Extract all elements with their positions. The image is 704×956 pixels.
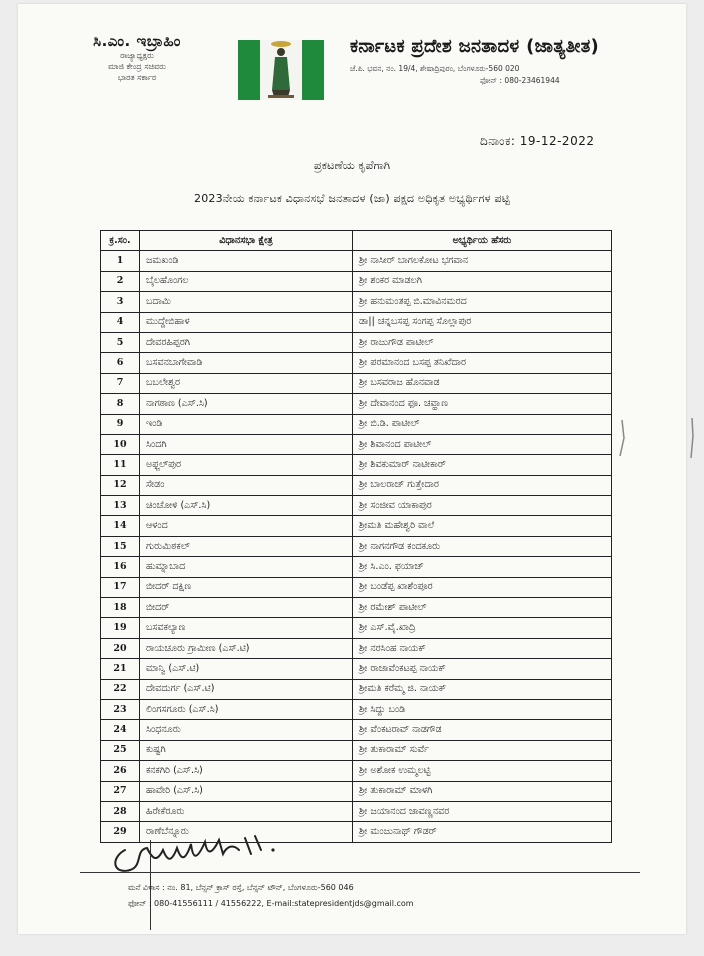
signature — [105, 820, 295, 880]
table-row — [101, 373, 612, 393]
constituency-cell: ಜಮಖಂಡಿ — [140, 251, 353, 271]
serial-cell: 23 — [101, 699, 140, 719]
constituency-cell: ಸಿಂದಗಿ — [140, 434, 353, 454]
constituency-cell: ಹಿರೇಕೆರೂರು — [140, 801, 353, 821]
candidate-cell: ಶ್ರೀ ಬಾಲರಾಜ್ ಗುತ್ತೇದಾರ — [353, 475, 612, 495]
candidate-cell: ಶ್ರೀ ಅಶೋಕ ಉಮ್ಮಲಟ್ಟಿ — [353, 761, 612, 781]
serial-cell: 12 — [101, 475, 140, 495]
table-row — [101, 394, 612, 414]
constituency-cell: ಮುದ್ದೇಬಿಹಾಳ — [140, 312, 353, 332]
candidate-cell: ಶ್ರೀಮತಿ ಕರೆಮ್ಮ ಜಿ. ನಾಯಕ್ — [353, 679, 612, 699]
serial-cell: 16 — [101, 557, 140, 577]
candidate-cell: ಡಾ|| ಚನ್ನಬಸಪ್ಪ ಸಂಗಪ್ಪ ಸೊಲ್ಲಾಪುರ — [353, 312, 612, 332]
president-designation: ಮಾಜಿ ಕೇಂದ್ರ ಸಚಿವರು — [108, 62, 166, 71]
footer-address: ಮನೆ ವಿಳಾಸ : ನಂ. 81, ಬೆನ್ಸನ್ ಕ್ರಾಸ್ ರಸ್ತೆ, ಬೆನ್ಸನ್ ಟೌನ್, ಬೆಂಗಳೂರು-560 046 — [128, 883, 354, 892]
header-constituency: ವಿಧಾನಸಭಾ ಕ್ಷೇತ್ರ — [140, 231, 353, 251]
serial-cell: 24 — [101, 720, 140, 740]
constituency-cell: ಸಿಂಧನೂರು — [140, 720, 353, 740]
list-heading: 2023ನೇಯ ಕರ್ನಾಟಕ ವಿಧಾನಸಭೆ ಜನತಾದಳ (ಜಾ) ಪಕ್ಷದ ಅಧಿಕೃತ ಅಭ್ಯರ್ಥಿಗಳ ಪಟ್ಟಿ — [194, 192, 510, 205]
table-row — [101, 679, 612, 699]
party-logo — [238, 40, 324, 100]
serial-cell: 1 — [101, 251, 140, 271]
constituency-cell: ಸೇಡಂ — [140, 475, 353, 495]
constituency-cell: ಮಾನ್ವಿ (ಎಸ್.ಟಿ) — [140, 659, 353, 679]
candidate-cell: ಶ್ರೀ ಸಿದ್ದು ಬಂಡಿ — [353, 699, 612, 719]
table-row — [101, 638, 612, 658]
table-row — [101, 781, 612, 801]
table-row — [101, 434, 612, 454]
letterhead-left — [62, 32, 212, 83]
constituency-cell: ಚಿಂಚೋಳಿ (ಎಸ್.ಸಿ) — [140, 496, 353, 516]
scan-mark — [686, 418, 700, 458]
serial-cell: 27 — [101, 781, 140, 801]
serial-cell: 14 — [101, 516, 140, 536]
table-row — [101, 557, 612, 577]
candidate-cell: ಶ್ರೀ ಪರಮಾನಂದ ಬಸಪ್ಪ ತನಿಖೆದಾರ — [353, 353, 612, 373]
constituency-cell: ರಾಯಚೂರು ಗ್ರಾಮೀಣ (ಎಸ್.ಟಿ) — [140, 638, 353, 658]
table-row — [101, 332, 612, 352]
table-row — [101, 251, 612, 271]
constituency-cell: ಬೀದರ್ — [140, 598, 353, 618]
table-row — [101, 271, 612, 291]
header-serial: ಕ್ರ.ಸಂ. — [101, 231, 140, 251]
candidate-cell: ಶ್ರೀ ಶಿವಾನಂದ ಪಾಟೀಲ್ — [353, 434, 612, 454]
constituency-cell: ಬಬಲೇಶ್ವರ — [140, 373, 353, 393]
table-row — [101, 801, 612, 821]
constituency-cell: ನಾಗಠಾಣ (ಎಸ್.ಸಿ) — [140, 394, 353, 414]
serial-cell: 25 — [101, 740, 140, 760]
constituency-cell: ಕುಷ್ಟಗಿ — [140, 740, 353, 760]
serial-cell: 4 — [101, 312, 140, 332]
candidate-cell: ಶ್ರೀ ರಮೇಶ್ ಪಾಟೀಲ್ — [353, 598, 612, 618]
candidate-cell: ಶ್ರೀ ಮಂಜುನಾಥ್ ಗೌಡರ್ — [353, 822, 612, 842]
candidate-cell: ಶ್ರೀ ನಾಸೀರ್ ಬಾಗಲಕೋಟ ಭಗವಾನ — [353, 251, 612, 271]
serial-cell: 17 — [101, 577, 140, 597]
table-row — [101, 740, 612, 760]
serial-cell: 13 — [101, 496, 140, 516]
candidate-cell: ಶ್ರೀ ಬಂಡೆಪ್ಪ ಖಾಶೆಂಪೂರ — [353, 577, 612, 597]
candidate-cell: ಶ್ರೀ ನಾಗನಗೌಡ ಕಂದಕೂರು — [353, 536, 612, 556]
constituency-cell: ಇಂಡಿ — [140, 414, 353, 434]
candidate-cell: ಶ್ರೀ ತುಕಾರಾಮ್ ಸುರ್ವೆ — [353, 740, 612, 760]
serial-cell: 22 — [101, 679, 140, 699]
candidate-cell: ಶ್ರೀ ದೇವಾನಂದ ಫೂ. ಚವ್ಹಾಣ — [353, 394, 612, 414]
serial-cell: 7 — [101, 373, 140, 393]
table-row — [101, 699, 612, 719]
party-name: ಕರ್ನಾಟಕ ಪ್ರದೇಶ ಜನತಾದಳ (ಜಾತ್ಯತೀತ) — [350, 36, 600, 57]
candidate-cell: ಶ್ರೀ ನರಸಿಂಹ ನಾಯಕ್ — [353, 638, 612, 658]
letterhead-right — [350, 36, 650, 87]
candidate-cell: ಶ್ರೀ ಶಿವಕುಮಾರ್ ನಾಟೀಕಾರ್ — [353, 455, 612, 475]
serial-cell: 2 — [101, 271, 140, 291]
candidate-cell: ಶ್ರೀ ಶಂಕರ ಮಾಡಲಗಿ — [353, 271, 612, 291]
table-row — [101, 598, 612, 618]
table-row — [101, 516, 612, 536]
constituency-cell: ಆಳಂದ — [140, 516, 353, 536]
constituency-cell: ಹಾವೇರಿ (ಎಸ್.ಸಿ) — [140, 781, 353, 801]
serial-cell: 10 — [101, 434, 140, 454]
constituency-cell: ಬದಾಮಿ — [140, 292, 353, 312]
candidate-cell: ಶ್ರೀ ತುಕಾರಾಮ್ ಮಾಳಗಿ — [353, 781, 612, 801]
table-row — [101, 455, 612, 475]
candidate-cell: ಶ್ರೀ ಬಿ.ಡಿ. ಪಾಟೀಲ್ — [353, 414, 612, 434]
candidate-cell: ಶ್ರೀ ರಾಜುಗೌಡ ಪಾಟೀಲ್ — [353, 332, 612, 352]
serial-cell: 28 — [101, 801, 140, 821]
serial-cell: 11 — [101, 455, 140, 475]
table-row — [101, 353, 612, 373]
table-row — [101, 720, 612, 740]
table-row — [101, 475, 612, 495]
president-govt: ಭಾರತ ಸರ್ಕಾರ — [117, 73, 157, 82]
letter-date: ದಿನಾಂಕ: 19-12-2022 — [480, 134, 595, 148]
constituency-cell: ಲಿಂಗಸಗೂರು (ಎಸ್.ಸಿ) — [140, 699, 353, 719]
header-candidate: ಅಭ್ಯರ್ಥಿಯ ಹೆಸರು — [353, 231, 612, 251]
candidate-cell: ಶ್ರೀಮತಿ ಮಹೇಶ್ವರಿ ವಾಲೆ — [353, 516, 612, 536]
candidate-cell: ಶ್ರೀ ಹನುಮಂತಪ್ಪ ಬಿ.ಮಾವಿನಮರದ — [353, 292, 612, 312]
serial-cell: 15 — [101, 536, 140, 556]
footer-contact: ಫೋನ್ : 080-41556111 / 41556222, E-mail:statepresidentjds@gmail.com — [128, 899, 414, 908]
candidate-cell: ಶ್ರೀ ಎಸ್.ವೈ.ಖಾದ್ರಿ — [353, 618, 612, 638]
constituency-cell: ಅಫ್ಜಲ್‌ಪುರ — [140, 455, 353, 475]
party-address: ಜೆ.ಪಿ. ಭವನ, ನಂ. 19/4, ಶೇಷಾದ್ರಿಪುರಂ, ಬೆಂಗಳೂರು-560 020 — [350, 64, 520, 73]
party-phone: ಫೋನ್ : 080-23461944 — [480, 76, 560, 85]
table-row — [101, 536, 612, 556]
constituency-cell: ಬಸವನಬಾಗೇವಾಡಿ — [140, 353, 353, 373]
table-header-row — [101, 231, 612, 251]
table-row — [101, 659, 612, 679]
constituency-cell: ದೇವರಹಿಪ್ಪರಗಿ — [140, 332, 353, 352]
serial-cell: 9 — [101, 414, 140, 434]
candidate-cell: ಶ್ರೀ ಜಯಾನಂದ ಜಾವಣ್ಣನವರ — [353, 801, 612, 821]
serial-cell: 3 — [101, 292, 140, 312]
table-row — [101, 312, 612, 332]
serial-cell: 6 — [101, 353, 140, 373]
candidate-table — [100, 230, 612, 843]
constituency-cell: ಬೀದರ್ ದಕ್ಷಿಣ — [140, 577, 353, 597]
candidate-cell: ಶ್ರೀ ಸಿ.ಎಂ. ಫಯಾಜ್ — [353, 557, 612, 577]
constituency-cell: ಗುರುಮಿಠಕಲ್ — [140, 536, 353, 556]
footer-divider — [80, 872, 640, 873]
constituency-cell: ದೇವದುರ್ಗ (ಎಸ್.ಟಿ) — [140, 679, 353, 699]
president-name: ಸಿ.ಎಂ. ಇಬ್ರಾಹಿಂ — [93, 32, 181, 50]
table-row — [101, 496, 612, 516]
candidate-cell: ಶ್ರೀ ಸಂಜೀವ ಯಾಕಾಪುರ — [353, 496, 612, 516]
footer — [128, 880, 414, 912]
serial-cell: 20 — [101, 638, 140, 658]
serial-cell: 21 — [101, 659, 140, 679]
constituency-cell: ಬೈಲಹೊಂಗಲ — [140, 271, 353, 291]
table-row — [101, 618, 612, 638]
table-row — [101, 292, 612, 312]
candidate-cell: ಶ್ರೀ ರಾಜಾವೆಂಕಟಪ್ಪ ನಾಯಕ್ — [353, 659, 612, 679]
serial-cell: 19 — [101, 618, 140, 638]
scan-mark — [616, 418, 630, 458]
press-note: ಪ್ರಕಟಣೆಯ ಕೃಪೆಗಾಗಿ — [313, 158, 391, 172]
table-row — [101, 761, 612, 781]
table-row — [101, 577, 612, 597]
serial-cell: 8 — [101, 394, 140, 414]
table-row — [101, 414, 612, 434]
serial-cell: 18 — [101, 598, 140, 618]
farmer-woman-icon — [238, 40, 324, 100]
candidate-cell: ಶ್ರೀ ವೆಂಕಟರಾವ್ ನಾಡಗೌಡ — [353, 720, 612, 740]
candidate-cell: ಶ್ರೀ ಬಸವರಾಜ ಹೊನವಾಡ — [353, 373, 612, 393]
constituency-cell: ಬಸವಕಲ್ಯಾಣ — [140, 618, 353, 638]
serial-cell: 5 — [101, 332, 140, 352]
president-title: ರಾಜ್ಯಾಧ್ಯಕ್ಷರು — [120, 51, 154, 60]
serial-cell: 26 — [101, 761, 140, 781]
constituency-cell: ಕನಕಗಿರಿ (ಎಸ್.ಸಿ) — [140, 761, 353, 781]
serial-cell: 29 — [101, 822, 140, 842]
constituency-cell: ಹುಮ್ನಾಬಾದ — [140, 557, 353, 577]
constituency-cell: ರಾಣೆಬೆನ್ನೂರು — [140, 822, 353, 842]
